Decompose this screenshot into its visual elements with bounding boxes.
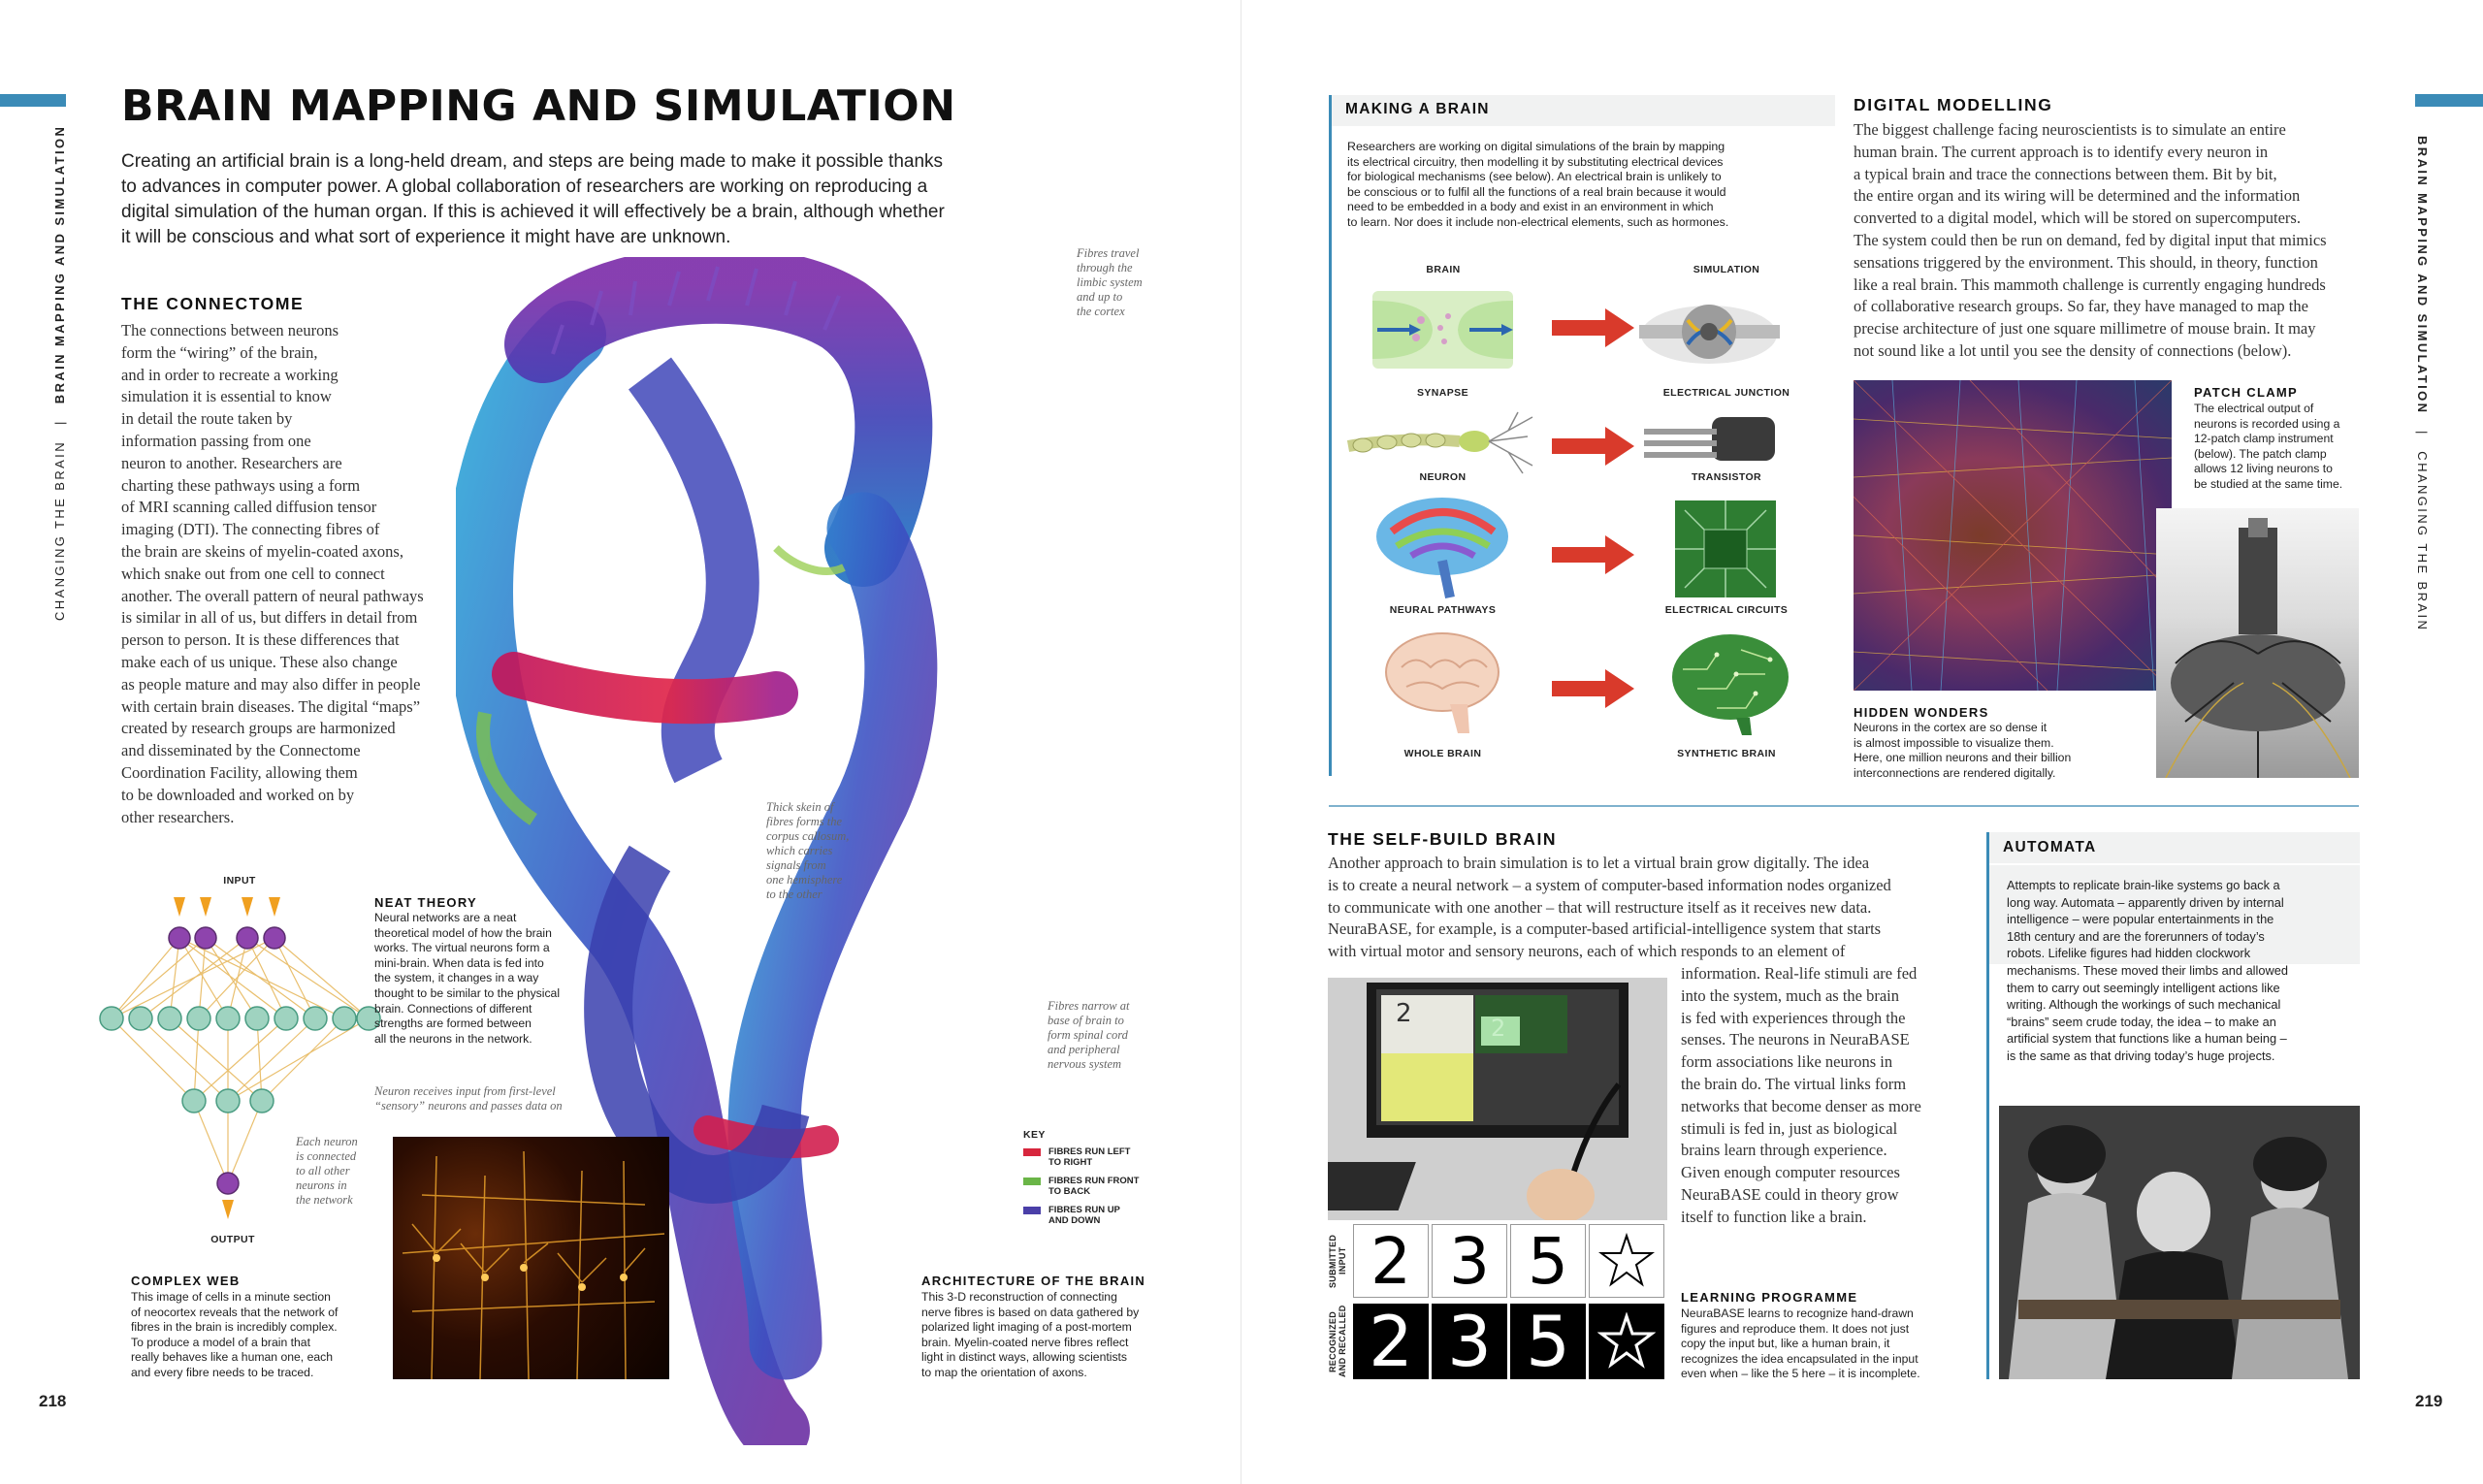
connectome-line: and in order to recreate a working	[121, 365, 339, 384]
patch-clamp-machine-graphic	[2156, 508, 2359, 778]
key-swatch	[1023, 1207, 1041, 1214]
col-brain-label: BRAIN	[1426, 264, 1461, 275]
automata-text	[2007, 877, 2356, 1065]
complex-web-heading: COMPLEX WEB	[131, 1274, 241, 1288]
accent-bar-left	[0, 94, 66, 107]
section-divider	[1329, 805, 2359, 807]
fibre-gap	[563, 529, 698, 645]
connectome-line: and disseminated by the Connectome	[121, 741, 361, 760]
electrical-junction-graphic	[1639, 281, 1780, 378]
digital-modelling-text	[1854, 119, 2377, 363]
row-label-electrical-junction: ELECTRICAL JUNCTION	[1662, 387, 1790, 399]
digital-modelling-line: The biggest challenge facing neuroscientists is to simulate an entire	[1854, 120, 2286, 139]
self-build-line: itself to function like a brain.	[1681, 1207, 1867, 1226]
running-head-section-r: CHANGING THE BRAIN	[2415, 451, 2430, 632]
key-title: KEY	[1023, 1129, 1046, 1141]
fibre-key	[1023, 1129, 1169, 1234]
running-head-section: CHANGING THE BRAIN	[52, 440, 67, 621]
page-title: BRAIN MAPPING AND SIMULATION	[121, 81, 956, 131]
automata-line: mechanisms. These moved their limbs and allowed	[2007, 962, 2288, 978]
self-build-line: is to create a neural network – a system of computer-based information nodes organized	[1328, 875, 1891, 894]
annotation-spinal	[1048, 999, 1130, 1072]
automata-header	[1989, 832, 2360, 863]
hidden-wonders-image	[1854, 380, 2172, 691]
automata-line: is the same as that driving today’s huge projects.	[2007, 1048, 2275, 1063]
output-arrow	[222, 1200, 234, 1219]
synthetic-brain-graphic	[1668, 630, 1794, 737]
hidden-wonders-line: is almost impossible to visualize them.	[1854, 735, 2054, 750]
neat-theory-heading: NEAT THEORY	[374, 895, 478, 910]
neat-theory-text	[374, 911, 597, 1047]
annotation-line: through the	[1077, 261, 1133, 274]
connectome-line: in detail the route taken by	[121, 409, 293, 429]
complex-web-text	[131, 1290, 393, 1381]
submitted-digit-tile: 2	[1353, 1224, 1429, 1298]
self-build-line: into the system, much as the brain	[1681, 985, 1899, 1005]
running-head-sep-r: |	[2415, 430, 2430, 436]
annotation-line: neurons in	[296, 1178, 347, 1192]
annotation-limbic	[1077, 246, 1143, 319]
architecture-line: nerve fibres is based on data gathered by	[921, 1305, 1140, 1319]
connectome-line: another. The overall pattern of neural pathways	[121, 586, 424, 605]
fibre-bundle-right	[764, 529, 901, 1343]
neat-theory-line: strengths are formed between	[374, 1016, 532, 1031]
learning-line: NeuraBASE learns to recognize hand-drawn	[1681, 1307, 1914, 1320]
learning-line: recognizes the idea encapsulated in the input	[1681, 1351, 1919, 1366]
recalled-digit-tile: 5	[1510, 1304, 1586, 1379]
submitted-digit-tile: 3	[1432, 1224, 1507, 1298]
complex-web-line: To produce a model of a brain that	[131, 1335, 310, 1349]
making-brain-heading: MAKING A BRAIN	[1345, 101, 1490, 117]
patch-clamp-line: neurons is recorded using a	[2194, 416, 2340, 431]
automata-heading: AUTOMATA	[2003, 839, 2097, 855]
digital-modelling-line: not sound like a lot until you see the density of connections (below).	[1854, 340, 2292, 360]
connectome-line: of MRI scanning called diffusion tensor	[121, 498, 377, 517]
self-build-line: form associations like neurons in	[1681, 1052, 1893, 1072]
annotation-line: Each neuron	[296, 1135, 358, 1148]
hidden-wonders-line: Neurons in the cortex are so dense it	[1854, 721, 2048, 734]
recalled-digit-tile: 2	[1353, 1304, 1429, 1379]
intro-line: to advances in computer power. A global collaboration of researchers are working on reproducing a	[121, 177, 928, 197]
making-brain-line: to learn. Nor does it include non-electrical elements, such as hormones.	[1347, 214, 1729, 229]
connectome-line: imaging (DTI). The connecting fibres of	[121, 520, 380, 539]
input-neurons	[169, 927, 285, 949]
learning-line: copy the input but, like a human brain, it	[1681, 1337, 1890, 1351]
page-number-right: 219	[2415, 1392, 2443, 1410]
row-label-recognized: RECOGNIZED AND RECALLED	[1328, 1305, 1347, 1378]
making-brain-line: Researchers are working on digital simulations of the brain by mapping	[1347, 140, 1725, 153]
key-label-line: FIBRES RUN UP	[1048, 1205, 1120, 1215]
neat-theory-line: brain. Connections of different	[374, 1001, 532, 1016]
annotation-line: Fibres travel	[1077, 246, 1140, 260]
annotation-line: Fibres narrow at	[1048, 999, 1130, 1013]
automata-line: Attempts to replicate brain-like systems go back a	[2007, 878, 2280, 892]
connectome-line: neuron to another. Researchers are	[121, 453, 342, 472]
key-label-line: TO RIGHT	[1048, 1157, 1093, 1168]
intro-line: digital simulation of the human organ. If this is achieved it will effectively be a brain, although whether	[121, 202, 945, 222]
row-label-electrical-circuits: ELECTRICAL CIRCUITS	[1664, 604, 1789, 616]
row-label-synthetic-brain: SYNTHETIC BRAIN	[1677, 748, 1776, 759]
key-label	[1048, 1176, 1139, 1197]
row-label-synapse: SYNAPSE	[1417, 387, 1468, 399]
annotation-line: base of brain to	[1048, 1014, 1124, 1027]
key-label-line: FIBRES RUN LEFT	[1048, 1146, 1131, 1157]
self-build-line: senses. The neurons in NeuraBASE	[1681, 1030, 1910, 1049]
automata-line: robots. Lifelike figures had hidden clockwork	[2007, 946, 2251, 961]
connectome-line: is similar in all of us, but differs in detail from	[121, 608, 418, 628]
key-item	[1023, 1176, 1169, 1197]
self-build-line: Given enough computer resources	[1681, 1163, 1900, 1182]
annotation-line: and peripheral	[1048, 1043, 1120, 1056]
intro-text	[121, 149, 994, 250]
connectome-line: simulation it is essential to know	[121, 387, 332, 406]
connectome-line: make each of us unique. These also change	[121, 652, 398, 671]
making-brain-line: its electrical circuitry, then modelling it by substituting electrical devices	[1347, 154, 1724, 169]
accent-bar-right	[2415, 94, 2483, 107]
patch-clamp-image	[2156, 508, 2359, 778]
automata-line: them to carry out seemingly intelligent actions like	[2007, 980, 2280, 995]
hidden-wonders-heading: HIDDEN WONDERS	[1854, 705, 1989, 720]
automata-line: artificial system that functions like a human being –	[2007, 1031, 2287, 1047]
connectome-line: to be downloaded and worked on by	[121, 785, 355, 804]
neat-theory-line: mini-brain. When data is fed into	[374, 955, 544, 970]
connectome-line: The connections between neurons	[121, 321, 339, 339]
architecture-line: light in distinct ways, allowing scientists	[921, 1350, 1128, 1365]
annotation-line: limbic system	[1077, 275, 1143, 289]
neural-network-diagram	[92, 887, 403, 1237]
connectome-line: with certain brain diseases. The digital “maps”	[121, 696, 421, 716]
automata-figures-graphic	[1999, 1106, 2360, 1379]
architecture-line: polarized light imaging of a post-mortem	[921, 1320, 1132, 1335]
self-build-line: the brain do. The virtual links form	[1681, 1074, 1907, 1093]
annotation-line: the network	[296, 1193, 353, 1207]
connectome-line: person to person. It is these differences that	[121, 630, 400, 650]
annotation-line: nervous system	[1048, 1057, 1122, 1071]
row-label-neuron: NEURON	[1419, 471, 1467, 483]
running-head-right	[2412, 136, 2430, 631]
neocortex-image	[393, 1137, 669, 1379]
hidden-wonders-line: interconnections are rendered digitally.	[1854, 765, 2056, 780]
automata-line: writing. Although the workings of such mechanical	[2007, 997, 2281, 1013]
complex-web-line: really behaves like a human one, each	[131, 1350, 333, 1365]
self-build-line: NeuraBASE, for example, is a computer-based artificial-intelligence system that starts	[1328, 919, 1882, 939]
whole-brain-graphic	[1382, 629, 1508, 735]
running-head-left	[52, 124, 70, 621]
row-label-whole-brain: WHOLE BRAIN	[1403, 748, 1482, 759]
annotation-line: to the other	[766, 887, 822, 901]
complex-web-line: of neocortex reveals that the network of	[131, 1305, 339, 1319]
recalled-star-tile	[1589, 1304, 1664, 1379]
annotation-line: the cortex	[1077, 305, 1125, 318]
intro-line: Creating an artificial brain is a long-held dream, and steps are being made to make it possible thanks	[121, 151, 944, 172]
connectome-line: information passing from one	[121, 431, 311, 450]
annotation-line: Neuron receives input from first-level	[374, 1084, 556, 1098]
hidden-wonders-line: Here, one million neurons and their billion	[1854, 751, 2072, 765]
recalled-digit-tile: 3	[1432, 1304, 1507, 1379]
arrow-right-icon	[1552, 308, 1634, 347]
key-item	[1023, 1146, 1169, 1168]
connectome-line: the brain are skeins of myelin-coated axons,	[121, 541, 403, 561]
connectome-line: Coordination Facility, allowing them	[121, 762, 358, 782]
self-build-text-narrow	[1681, 963, 1972, 1229]
annotation-line: which carries	[766, 844, 833, 857]
patch-clamp-line: 12-patch clamp instrument	[2194, 432, 2334, 446]
automata-panel	[1986, 832, 2360, 1379]
key-label	[1048, 1146, 1130, 1168]
neat-theory-line: theoretical model of how the brain	[374, 925, 552, 940]
fibre-corpus-callosum	[514, 674, 776, 701]
key-label-line: TO BACK	[1048, 1186, 1091, 1197]
patch-clamp-line: allows 12 living neurons to	[2194, 462, 2333, 476]
neuron-graphic	[1343, 407, 1537, 475]
architecture-line: brain. Myelin-coated nerve fibres reflect	[921, 1335, 1129, 1349]
digital-modelling-line: of collaborative research groups. So far, they have managed to map the	[1854, 297, 2308, 316]
neat-theory-line: all the neurons in the network.	[374, 1031, 532, 1046]
annotation-line: Thick skein of	[766, 800, 834, 814]
patch-clamp-text	[2194, 402, 2388, 493]
digital-modelling-line: The system could then be run on demand, fed by digital input that mimics	[1854, 230, 2327, 249]
key-label	[1048, 1205, 1120, 1226]
connectome-line: as people mature and may also differ in people	[121, 674, 421, 694]
automata-line: long way. Automata – apparently driven by internal	[2007, 894, 2284, 910]
key-label-line: FIBRES RUN FRONT	[1048, 1176, 1140, 1186]
automata-line: “brains” seem crude today, the idea – to make an	[2007, 1014, 2276, 1029]
learning-line: even when – like the 5 here – it is incomplete.	[1681, 1367, 1920, 1381]
annotation-line: and up to	[1077, 290, 1123, 304]
annotation-line: corpus callosum,	[766, 829, 850, 843]
architecture-heading: ARCHITECTURE OF THE BRAIN	[921, 1274, 1146, 1288]
automata-line: intelligence – were popular entertainments in the	[2007, 912, 2274, 927]
row-label-neural-pathways: NEURAL PATHWAYS	[1389, 604, 1497, 616]
connectome-text	[121, 320, 470, 828]
self-build-line: is fed with experiences through the	[1681, 1008, 1906, 1027]
page-gutter	[1241, 0, 1242, 1484]
learning-line: figures and reproduce them. It does not just	[1681, 1321, 1910, 1336]
annotation-first-level	[374, 1084, 563, 1113]
page-number-left: 218	[39, 1392, 67, 1410]
key-swatch	[1023, 1178, 1041, 1185]
patch-clamp-heading: PATCH CLAMP	[2194, 385, 2298, 400]
complex-web-line: This image of cells in a minute section	[131, 1290, 331, 1304]
connectome-heading: THE CONNECTOME	[121, 294, 305, 313]
learning-text	[1681, 1307, 1991, 1382]
annotation-line: signals from	[766, 858, 826, 872]
annotation-line: form spinal cord	[1048, 1028, 1128, 1042]
complex-web-line: fibres in the brain is incredibly complex.	[131, 1320, 338, 1335]
self-build-line: Another approach to brain simulation is to let a virtual brain grow digitally. The idea	[1328, 854, 1870, 872]
architecture-text	[921, 1290, 1174, 1381]
running-head-chapter: BRAIN MAPPING AND SIMULATION	[52, 124, 67, 404]
computer-monitor-image	[1328, 978, 1667, 1220]
intro-line: it will be conscious and what sort of experience it might have are unknown.	[121, 227, 731, 247]
network-connections	[112, 938, 369, 1183]
synapse-graphic	[1372, 281, 1513, 378]
making-brain-text	[1347, 140, 1832, 231]
making-brain-line: for biological mechanisms (see below). An electrical brain is unlikely to	[1347, 170, 1722, 184]
connectome-line: which snake out from one cell to connect	[121, 564, 385, 583]
annotation-line: to all other	[296, 1164, 350, 1178]
patch-clamp-line: (below). The patch clamp	[2194, 446, 2327, 461]
input-arrows	[174, 897, 280, 917]
self-build-line: information. Real-life stimuli are fed	[1681, 964, 1918, 983]
annotation-corpus	[766, 800, 849, 902]
annotation-line: one hemisphere	[766, 873, 843, 887]
digital-modelling-line: sensations triggered by the environment. This should, in theory, function	[1854, 252, 2318, 272]
screen-digit-left: 2	[1396, 999, 1412, 1028]
digital-modelling-line: precise architecture of just one square millimetre of mouse brain. It may	[1854, 319, 2316, 339]
arrow-right-icon	[1552, 535, 1634, 574]
self-build-line: with virtual motor and sensory neurons, each of which responds to an element of	[1328, 942, 1846, 961]
network-input-label: INPUT	[223, 875, 256, 887]
patch-clamp-line: be studied at the same time.	[2194, 476, 2343, 491]
submitted-star-tile	[1589, 1224, 1664, 1298]
self-build-line: brains learn through experience.	[1681, 1141, 1887, 1160]
making-brain-header	[1332, 95, 1835, 126]
connectome-line: other researchers.	[121, 807, 235, 826]
neat-theory-line: the system, it changes in a way	[374, 971, 539, 985]
neat-theory-line: Neural networks are a neat	[374, 911, 517, 924]
connectome-line: created by research groups are harmonized	[121, 719, 396, 738]
neat-theory-line: thought to be similar to the physical	[374, 985, 561, 1000]
screen-digit-right: 2	[1491, 1015, 1506, 1042]
digital-modelling-heading: DIGITAL MODELLING	[1854, 95, 2053, 114]
neat-theory-line: works. The virtual neurons form a	[374, 941, 550, 955]
self-build-text	[1328, 853, 1968, 963]
electrical-circuits-graphic	[1675, 500, 1776, 597]
complex-web-line: and every fibre needs to be traced.	[131, 1365, 314, 1379]
key-swatch	[1023, 1148, 1041, 1156]
automata-photo	[1999, 1106, 2360, 1379]
arrow-right-icon	[1552, 427, 1634, 466]
neuron-web-graphic	[393, 1137, 669, 1379]
digital-modelling-line: the entire organ and its wiring will be determined and the information	[1854, 186, 2301, 206]
annotation-line: is connected	[296, 1149, 357, 1163]
row-label-transistor: TRANSISTOR	[1691, 471, 1762, 483]
key-label-line: AND DOWN	[1048, 1215, 1101, 1226]
arrow-right-icon	[1552, 669, 1634, 708]
annotation-line: fibres forms the	[766, 815, 843, 828]
digital-modelling-line: human brain. The current approach is to identify every neuron in	[1854, 142, 2269, 161]
connectome-line: charting these pathways using a form	[121, 475, 361, 495]
digital-modelling-line: like a real brain. This mammoth challenge is currently engaging hundreds	[1854, 274, 2326, 294]
annotation-line: “sensory” neurons and passes data on	[374, 1099, 563, 1113]
col-simulation-label: SIMULATION	[1693, 264, 1760, 275]
neural-pathways-graphic	[1372, 493, 1513, 599]
network-output-label: OUTPUT	[210, 1234, 255, 1245]
transistor-graphic	[1644, 412, 1780, 470]
making-brain-line: be conscious or to fulfil all the functions of a real brain because it would	[1347, 184, 1726, 199]
self-build-line: networks that become denser as more	[1681, 1096, 1921, 1115]
self-build-heading: THE SELF-BUILD BRAIN	[1328, 829, 1558, 849]
making-brain-line: need to be embedded in a body and exist in an environment in which	[1347, 200, 1714, 214]
connectome-line: form the “wiring” of the brain,	[121, 342, 318, 362]
running-head-sep: |	[52, 419, 67, 425]
self-build-line: NeuraBASE could in theory grow	[1681, 1184, 1899, 1204]
architecture-line: This 3-D reconstruction of connecting	[921, 1290, 1117, 1304]
architecture-line: to map the orientation of axons.	[921, 1365, 1087, 1379]
submitted-digit-tile: 5	[1510, 1224, 1586, 1298]
digital-modelling-line: converted to a digital model, which will be stored on supercomputers.	[1854, 209, 2301, 228]
dense-neurons-graphic	[1854, 380, 2172, 691]
digit-grid	[1328, 1223, 1667, 1382]
self-build-line: to communicate with one another – that will restructure itself as it receives new data.	[1328, 897, 1872, 917]
running-head-chapter-r: BRAIN MAPPING AND SIMULATION	[2415, 136, 2430, 415]
patch-clamp-line: The electrical output of	[2194, 402, 2314, 415]
digital-modelling-line: a typical brain and trace the connections between them. Bit by bit,	[1854, 164, 2277, 183]
self-build-line: stimuli is fed in, just as biological	[1681, 1118, 1898, 1138]
row-label-submitted: SUBMITTED INPUT	[1328, 1234, 1347, 1288]
key-item	[1023, 1205, 1169, 1226]
automata-line: 18th century and are the forerunners of today’s	[2007, 928, 2265, 944]
output-neuron	[217, 1173, 239, 1194]
hidden-wonders-text	[1854, 721, 2135, 781]
learning-heading: LEARNING PROGRAMME	[1681, 1290, 1858, 1305]
